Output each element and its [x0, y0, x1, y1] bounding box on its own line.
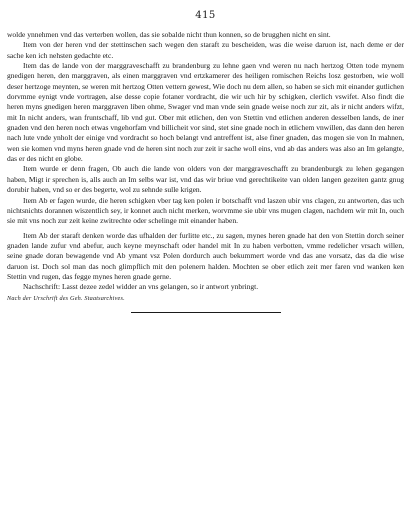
closing-note: Nachschrift: Lasst dezee zedel widder an vns gelangen, so ir antwort ynbringt.: [23, 282, 259, 292]
source-note: Nach der Urschrift des Geh. Staatsarchives.: [7, 294, 125, 302]
paragraph-3: Item das de lande von der marggraveschafft zu brandenburg zu lehne gaen vnd weren nu nach hertzog Otten tode mynem gnedigen heren, den marggraven, als einen marggraven vnd ertzkamerer des heiligen romischen Reichs losz gestorben, wie woll deser hertzoge meynten, se weren mit hertzog Otten vettern gewest, Wie doch nu dem allen, so haben se sich mit einander gutlichen dorvmme eynigt vnde vortragen, alse desse copie fotaner vordracht, die wir uch hir by schigken, clerlich vswifet. Also findt die heren myns gnedigen heren marggraven liben ohme, Swager vnd man vnde sein gnade weise noch zur zit, als ir nicht anders wifzt, mit In nicht anders, wan fruntschaff, lib vnd gut. Ober mit etlichen, den von Stettin vnd etlichen anderen desselben lands, de iner gnaden vnd den heren noch etwas vngehorfam vnd billicheit vor sind, stet sine gnade noch in etlichem vnwillen, das dann den heren nach lute vnde ynholt der einige vnd vordracht so hoch belangt vnd antreffent ist, alse finer gnaden, das mogen sie von In mahnen, wen sie komen vnd myns heren gnade vnd de heren sint noch zur zeit ir sache woll eins, vnd ab das anders was also an Im gelangte, das er des nicht en globe.: [7, 61, 404, 164]
paragraph-6: Item Ab der staraft denken worde das ufhalden der furlitte etc., zu sagen, mynes heren gnade hat den von Stettin dorch seiner gnaden lande zufur vnd abefur, auch keyne meynschaft oder handel mit In zu haben verbotten, vmme redelicher vrsach willen, seine gnade doran bewagende vnd Ab ymant vsz Polen dordurch auch bekummert worde vnd das ane vorsatz, das da die wise daruon ist. Doch sol man das noch glimpflich mit den polenern halden. Mochten se ober etlich zeit mer faren vnd wanken ken Stettin vnd rugen, das fegge mynes heren gnade gerne.: [7, 230, 404, 281]
page-number: 415: [195, 10, 216, 21]
paragraph-4: Item wurde er denn fragen, Ob auch die lande von olders von der marggraveschafft zu brandenburgk zu lehen gegangen haben, Migt ir sprechen is, alls auch an Im selbs war ist, vnd das wir briue vnd gerechtikeite van olden langen gezeiten gantz gnug dorubir haben, vnd so er des begerte, wol zu sehnde sulle krigen.: [7, 164, 404, 195]
paragraph-2: Item von der heren vnd der stettinschen sach wegen den staraft zu bescheiden, was die weise daruon ist, nach deme er der sache ken ich nehsten gedachte etc.: [7, 40, 404, 60]
document-body: [7, 30, 404, 313]
paragraph-5: Item Ab er fagen wurde, die heren schigken vber tag ken polen ir botschafft vnd laszen ubir vns clagen, zu antworten, das uch nichtsnichts dorannen wiszentlich sey, ir konnet auch nicht merken, worvmme sie ubir vns mugen clagen, nachdem wir mit In, ouch sie mit vns noch zur zeit keine zwitrechte oder schelinge mit einander haben.: [7, 195, 404, 226]
footer-rule: [131, 312, 281, 313]
paragraph-1: wolde ynnehmen vnd das verterben wollen, das sie sobalde nicht thun konnen, so de brugghen nicht en sint.: [7, 30, 331, 39]
